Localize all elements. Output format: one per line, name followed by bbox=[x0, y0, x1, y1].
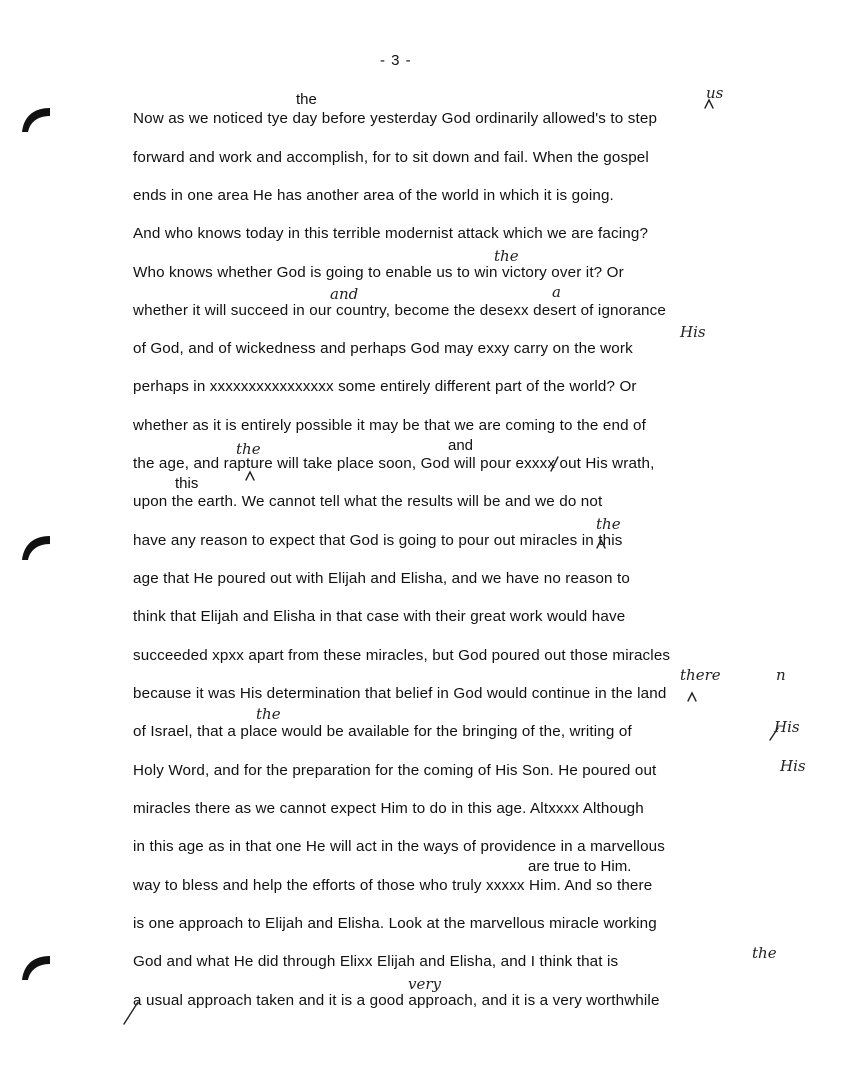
handwritten-insertion: us bbox=[706, 84, 724, 102]
text-line: forward and work and accomplish, for to sit down and fail. When the gospel bbox=[133, 149, 649, 166]
text-line: ends in one area He has another area of the world in which it is going. bbox=[133, 187, 614, 204]
punch-hole-bottom-icon bbox=[20, 950, 54, 984]
handwritten-insertion: very bbox=[408, 975, 441, 993]
text-line: is one approach to Elijah and Elisha. Look at the marvellous miracle working bbox=[133, 915, 657, 932]
text-line: succeeded xpxx apart from these miracles, but God poured out those miracles bbox=[133, 647, 671, 664]
handwritten-insertion: the bbox=[752, 944, 777, 962]
text-line: God and what He did through Elixx Elijah and Elisha, and I think that is bbox=[133, 953, 619, 970]
handwritten-insertion: the bbox=[256, 705, 281, 723]
handwritten-insertion: n bbox=[776, 666, 786, 684]
handwritten-insertion: the bbox=[596, 515, 621, 533]
text-line: And who knows today in this terrible modernist attack which we are facing? bbox=[133, 225, 649, 242]
typed-insertion: this bbox=[175, 475, 199, 492]
text-line: whether as it is entirely possible it may be that we are coming to the end of bbox=[133, 417, 646, 434]
handwritten-insertion: His bbox=[774, 718, 800, 736]
text-line: perhaps in xxxxxxxxxxxxxxxx some entirely different part of the world? Or bbox=[133, 378, 637, 395]
text-line: of Israel, that a place would be available for the bringing of the, writing of bbox=[133, 723, 632, 740]
text-line: think that Elijah and Elisha in that case with their great work would have bbox=[133, 608, 626, 625]
handwritten-insertion: the bbox=[494, 247, 519, 265]
handwritten-insertion: His bbox=[780, 757, 806, 775]
text-line: age that He poured out with Elijah and Elisha, and we have no reason to bbox=[133, 570, 630, 587]
typed-insertion: and bbox=[448, 437, 474, 454]
text-line: way to bless and help the efforts of those who truly xxxxx Him. And so there bbox=[133, 877, 653, 894]
text-line: because it was His determination that belief in God would continue in the land bbox=[133, 685, 667, 702]
page-number: - 3 - bbox=[380, 52, 412, 69]
text-line: have any reason to expect that God is going to pour out miracles in this bbox=[133, 532, 623, 549]
typed-insertion: are true to Him. bbox=[528, 858, 632, 875]
text-line: upon the earth. We cannot tell what the results will be and we do not bbox=[133, 493, 603, 510]
text-line: the age, and rapture will take place soon, God will pour exxxx out His wrath, bbox=[133, 455, 655, 472]
text-line: in this age as in that one He will act in the ways of providence in a marvellous bbox=[133, 838, 666, 855]
handwritten-insertion: the bbox=[236, 440, 261, 458]
handwritten-insertion: a bbox=[552, 283, 561, 301]
punch-hole-top-icon bbox=[20, 102, 54, 136]
handwritten-insertion: and bbox=[330, 285, 359, 303]
caret-mark bbox=[688, 693, 696, 701]
text-line: miracles there as we cannot expect Him to do in this age. Altxxxx Although bbox=[133, 800, 644, 817]
typed-insertion: the bbox=[296, 91, 317, 108]
text-line: Who knows whether God is going to enable us to win victory over it? Or bbox=[133, 264, 624, 281]
text-line: Holy Word, and for the preparation for the coming of His Son. He poured out bbox=[133, 762, 657, 779]
text-line: whether it will succeed in our country, become the desexx desert of ignorance bbox=[133, 302, 666, 319]
handwritten-insertion: there bbox=[680, 666, 721, 684]
text-line: Now as we noticed tye day before yesterday God ordinarily allowed's to step bbox=[133, 110, 658, 127]
text-line: a usual approach taken and it is a good approach, and it is a very worthwhile bbox=[133, 992, 660, 1009]
caret-mark bbox=[246, 472, 254, 480]
text-line: of God, and of wickedness and perhaps God may exxy carry on the work bbox=[133, 340, 633, 357]
handwritten-insertion: His bbox=[680, 323, 706, 341]
punch-hole-middle-icon bbox=[20, 530, 54, 564]
